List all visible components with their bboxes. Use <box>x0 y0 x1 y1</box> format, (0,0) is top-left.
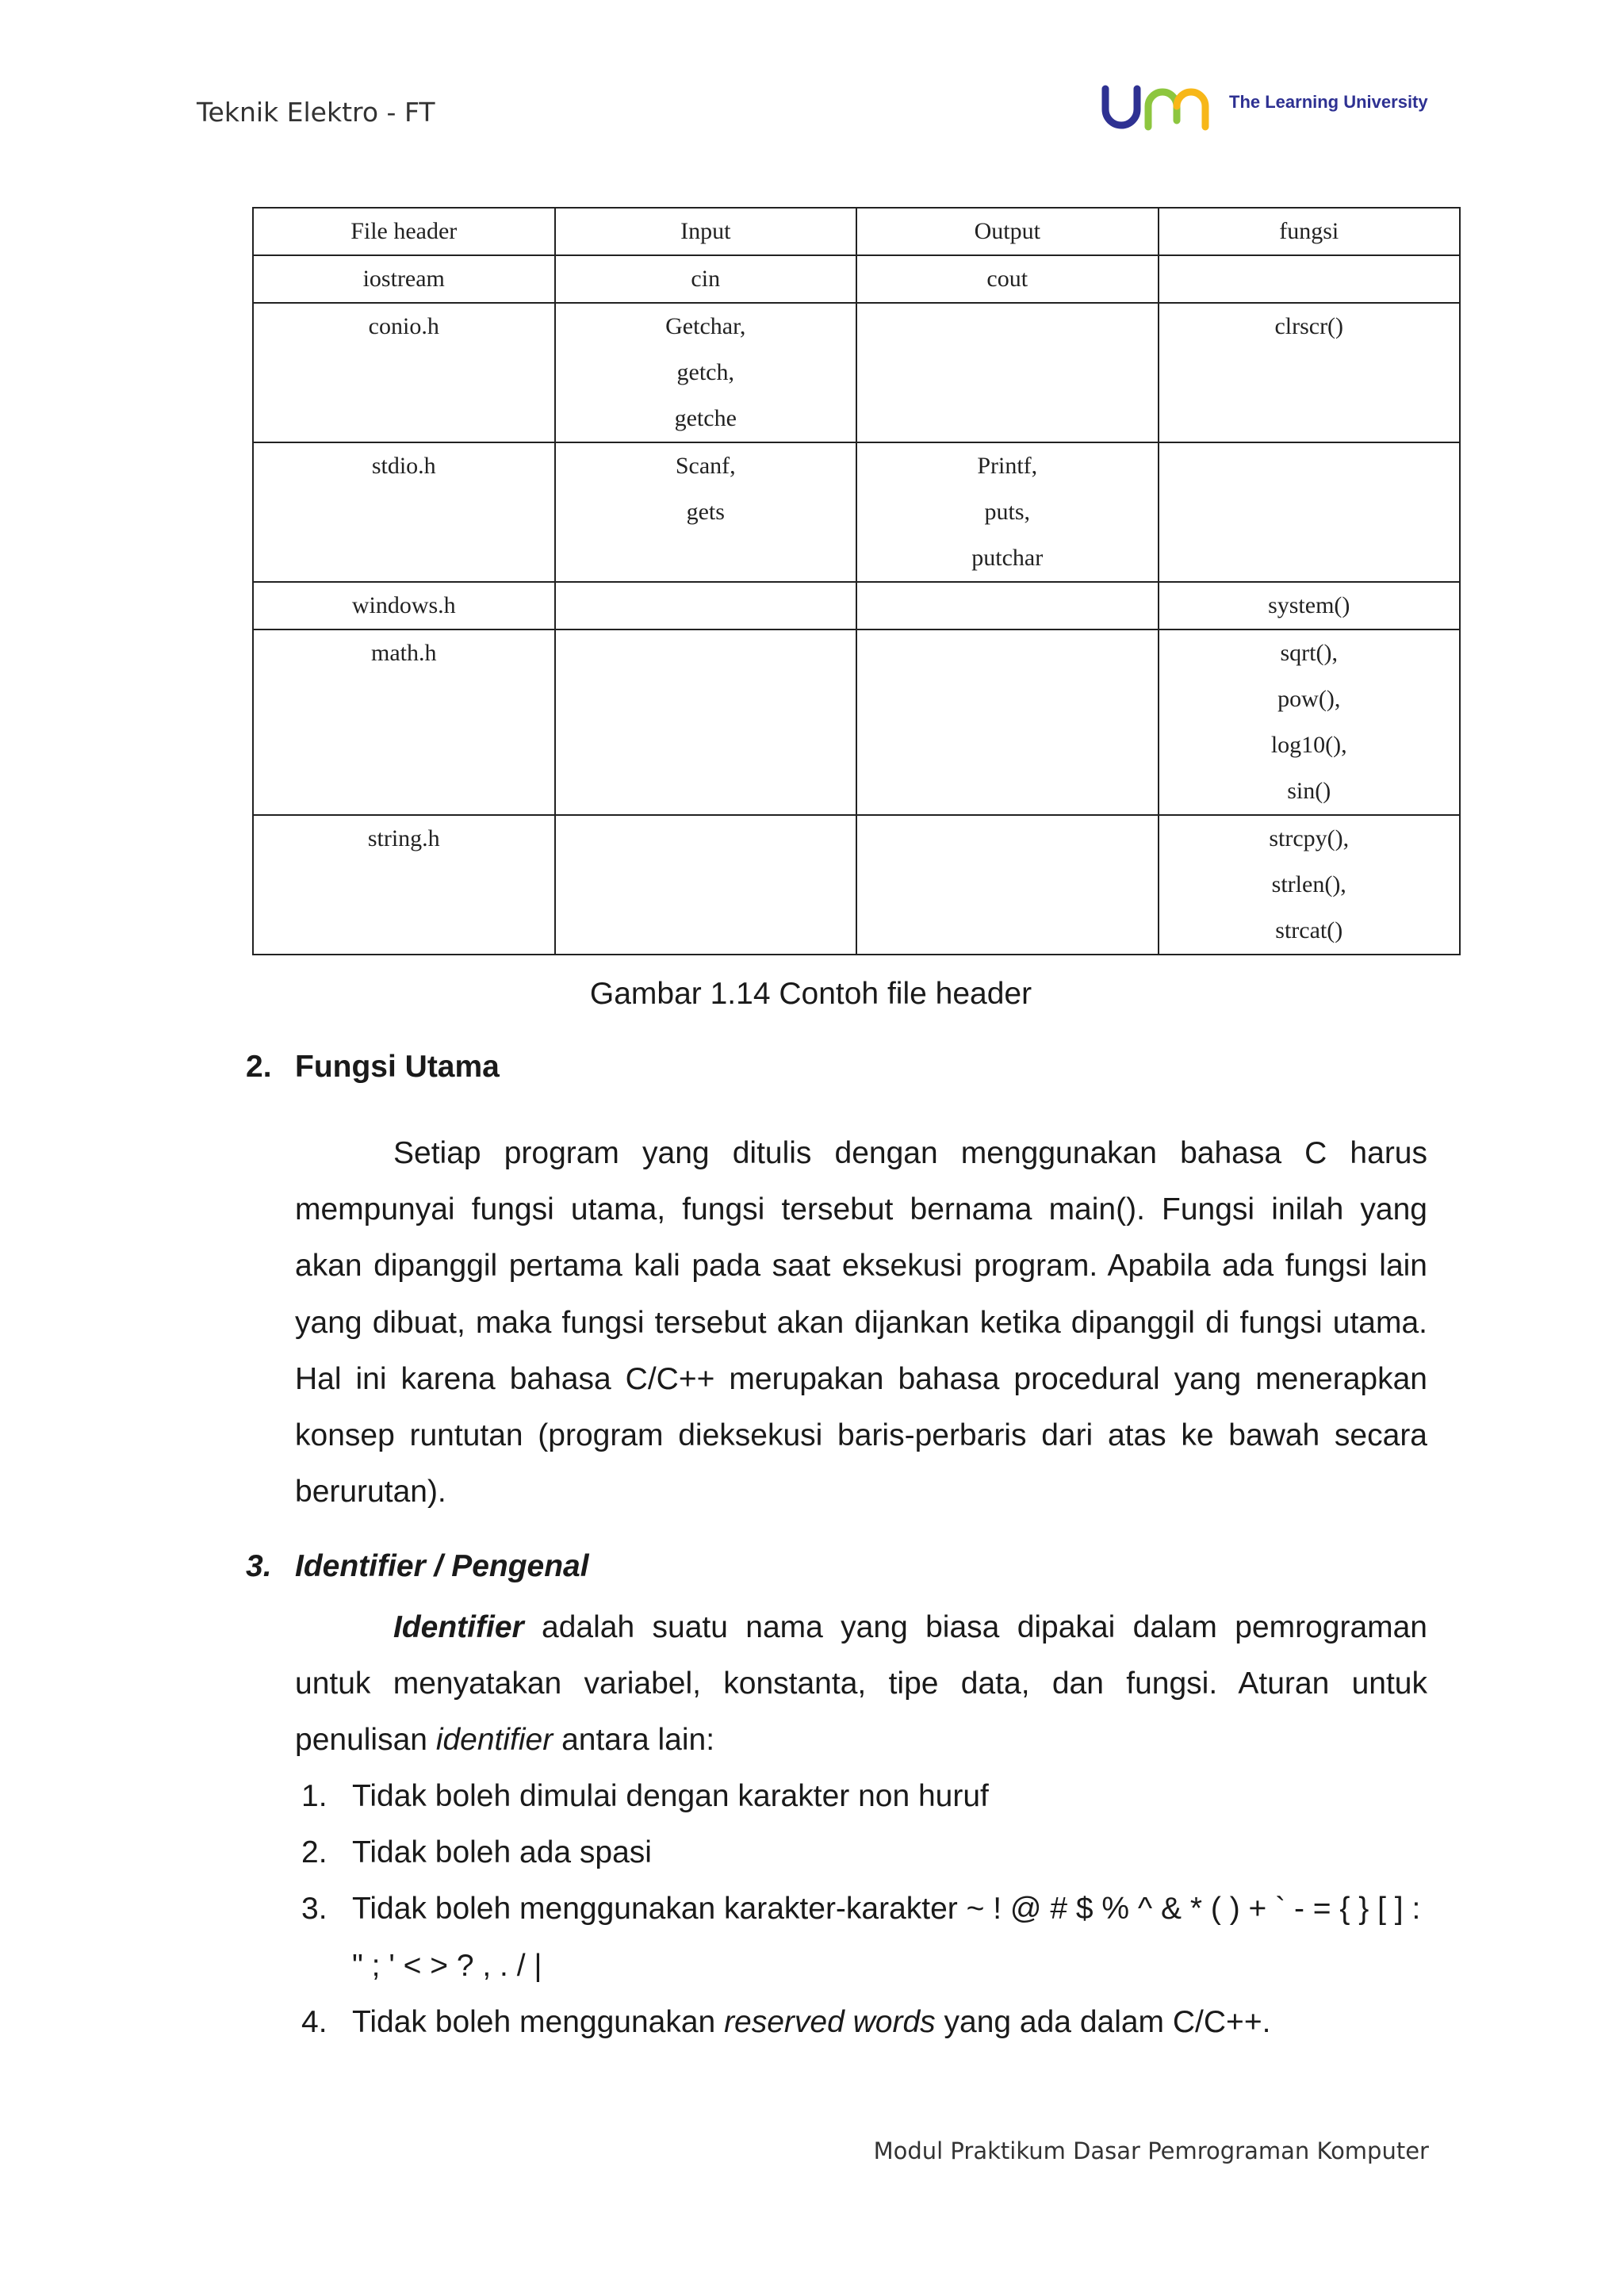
table-cell: Scanf, gets <box>555 442 857 582</box>
list-item: 4. Tidak boleh menggunakan reserved words yang ada dalam C/C++. <box>301 2004 1271 2039</box>
table-cell <box>555 815 857 955</box>
table-row <box>253 442 1460 582</box>
section-title: Fungsi Utama <box>295 1050 500 1084</box>
table-cell <box>856 629 1159 815</box>
file-header-table <box>252 207 1461 955</box>
column-header: fungsi <box>1159 208 1461 255</box>
table-cell: cout <box>856 255 1159 303</box>
table-header-row <box>253 208 1460 255</box>
table-cell: math.h <box>253 629 555 815</box>
column-header: File header <box>253 208 555 255</box>
table-cell: stdio.h <box>253 442 555 582</box>
table-cell: system() <box>1159 582 1461 629</box>
table-cell: cin <box>555 255 857 303</box>
paragraph-italic: identifier <box>435 1723 553 1758</box>
table-cell: windows.h <box>253 582 555 629</box>
table-cell <box>1159 442 1461 582</box>
table-cell <box>555 582 857 629</box>
column-header: Input <box>555 208 857 255</box>
table-row <box>253 815 1460 955</box>
paragraph-text: antara lain: <box>553 1723 715 1758</box>
header-department: Teknik Elektro - FT <box>197 97 435 128</box>
paragraph-text: Setiap program yang ditulis dengan menggunakan bahasa C harus mempunyai fungsi utama, fungsi tersebut bernama main(). Fungsi inilah yang akan dipanggil pertama kali pada saat eksekusi program. Apabila ada fungsi lain yang dibuat, maka fungsi tersebut akan dijankan ketika dipanggil di fungsi utama. Hal ini karena bahasa C/C++ merupakan bahasa procedural yang menerapkan konsep runtutan (program dieksekusi baris-perbaris dari atas ke bawah secara berurutan). <box>295 1136 1427 1510</box>
footer-module-title: Modul Praktikum Dasar Pemrograman Komputer <box>873 2137 1429 2164</box>
section-heading-2 <box>246 1050 500 1085</box>
column-header: Output <box>856 208 1159 255</box>
list-item: 3. Tidak boleh menggunakan karakter-karakter ~ ! @ # $ % ^ & * ( ) + ` - = { } [ ] : " ; ' < > ? , . / | <box>301 1892 1421 1983</box>
table-row <box>253 582 1460 629</box>
figure-caption <box>0 977 1624 1012</box>
table-cell <box>856 303 1159 442</box>
table-cell: iostream <box>253 255 555 303</box>
identifier-rules-list <box>295 1768 1427 2050</box>
table-cell: string.h <box>253 815 555 955</box>
university-logo <box>1099 82 1428 132</box>
table-cell: sqrt(), pow(), log10(), sin() <box>1159 629 1461 815</box>
list-item: 2. Tidak boleh ada spasi <box>301 1835 652 1870</box>
table-cell: conio.h <box>253 303 555 442</box>
list-item: 1. Tidak boleh dimulai dengan karakter non huruf <box>301 1779 989 1813</box>
caption-text: Gambar 1.14 Contoh file header <box>589 977 1032 1011</box>
table-row <box>253 629 1460 815</box>
um-logo-icon <box>1099 82 1218 132</box>
table-cell <box>856 582 1159 629</box>
table-cell <box>856 815 1159 955</box>
table-cell <box>1159 255 1461 303</box>
table-row <box>253 255 1460 303</box>
table-cell: strcpy(), strlen(), strcat() <box>1159 815 1461 955</box>
section-number: 2. <box>246 1050 272 1084</box>
logo-text: The Learning University <box>1229 92 1428 112</box>
section-heading-3 <box>246 1549 589 1584</box>
table-cell: Printf, puts, putchar <box>856 442 1159 582</box>
section-2-paragraph <box>295 1125 1427 1520</box>
section-3-paragraph <box>295 1599 1427 1769</box>
table-cell <box>555 629 857 815</box>
table-cell: clrscr() <box>1159 303 1461 442</box>
paragraph-text: adalah suatu nama yang biasa dipakai dalam pemrograman untuk menyatakan variabel, konstanta, tipe data, dan fungsi. Aturan untuk penulisan <box>295 1610 1427 1758</box>
table-row <box>253 303 1460 442</box>
table-cell: Getchar, getch, getche <box>555 303 857 442</box>
term-identifier: Identifier <box>393 1610 524 1644</box>
section-number: 3. <box>246 1549 272 1583</box>
section-title: Identifier / Pengenal <box>295 1549 589 1583</box>
